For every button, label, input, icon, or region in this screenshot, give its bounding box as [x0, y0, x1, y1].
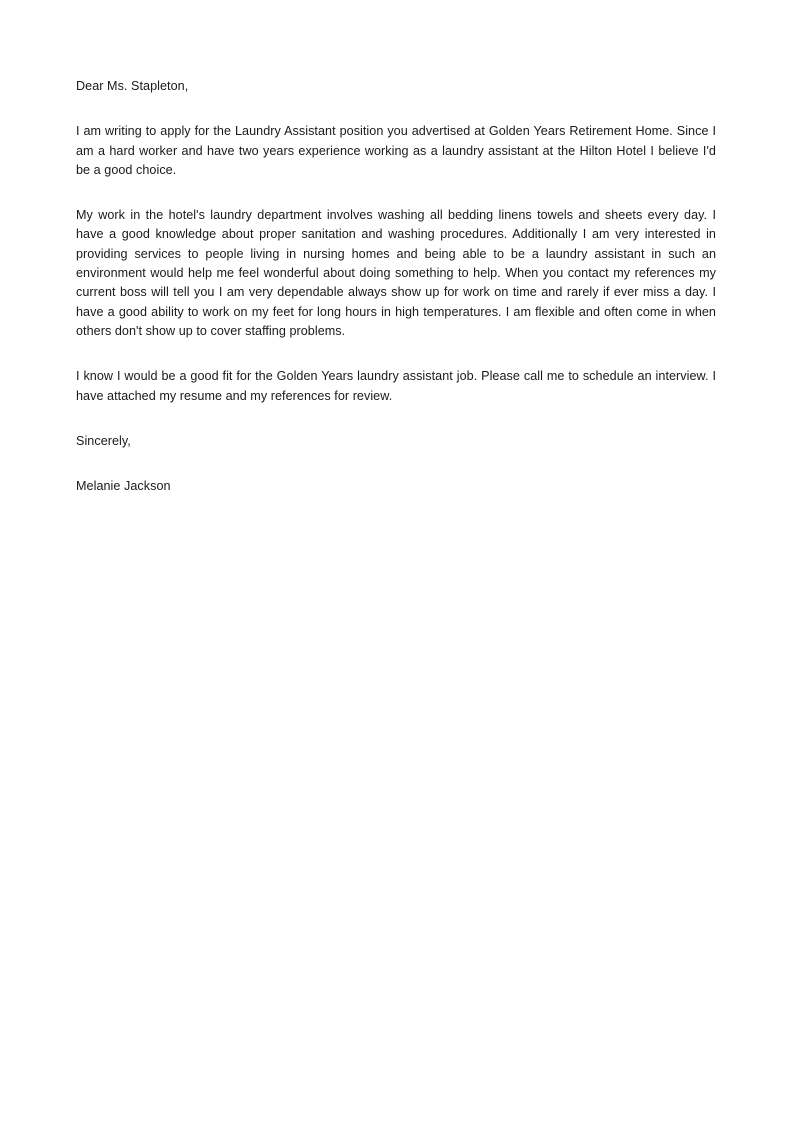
paragraph-experience: My work in the hotel's laundry department involves washing all bedding linens towels and sheets every day. I have a good knowledge about proper sanitation and washing procedures. Additionally I am very interested in providing services to people living in nursing homes and being able to be a laundry assistant in such an environment would help me feel wonderful about doing something to help. When you contact my references my current boss will tell you I am very dependable always show up for work on time and rarely if ever miss a day. I have a good ability to work on my feet for long hours in high temperatures. I am flexible and often come in when others don't show up to cover staffing problems.: [76, 208, 716, 338]
closing: Sincerely,: [76, 433, 131, 448]
salutation: Dear Ms. Stapleton,: [76, 79, 189, 93]
paragraph-intro: I am writing to apply for the Laundry Assistant position you advertised at Golden Years Retirement Home. Since I am a hard worker and have two years experience working as a laundry assistant at the Hilton Hotel I believe I'd be a good choice.: [76, 124, 716, 177]
cover-letter: [76, 77, 716, 496]
signature-name: Melanie Jackson: [76, 479, 171, 494]
paragraph-conclusion: I know I would be a good fit for the Golden Years laundry assistant job. Please call me to schedule an interview. I have attached my resume and my references for review.: [76, 369, 716, 403]
